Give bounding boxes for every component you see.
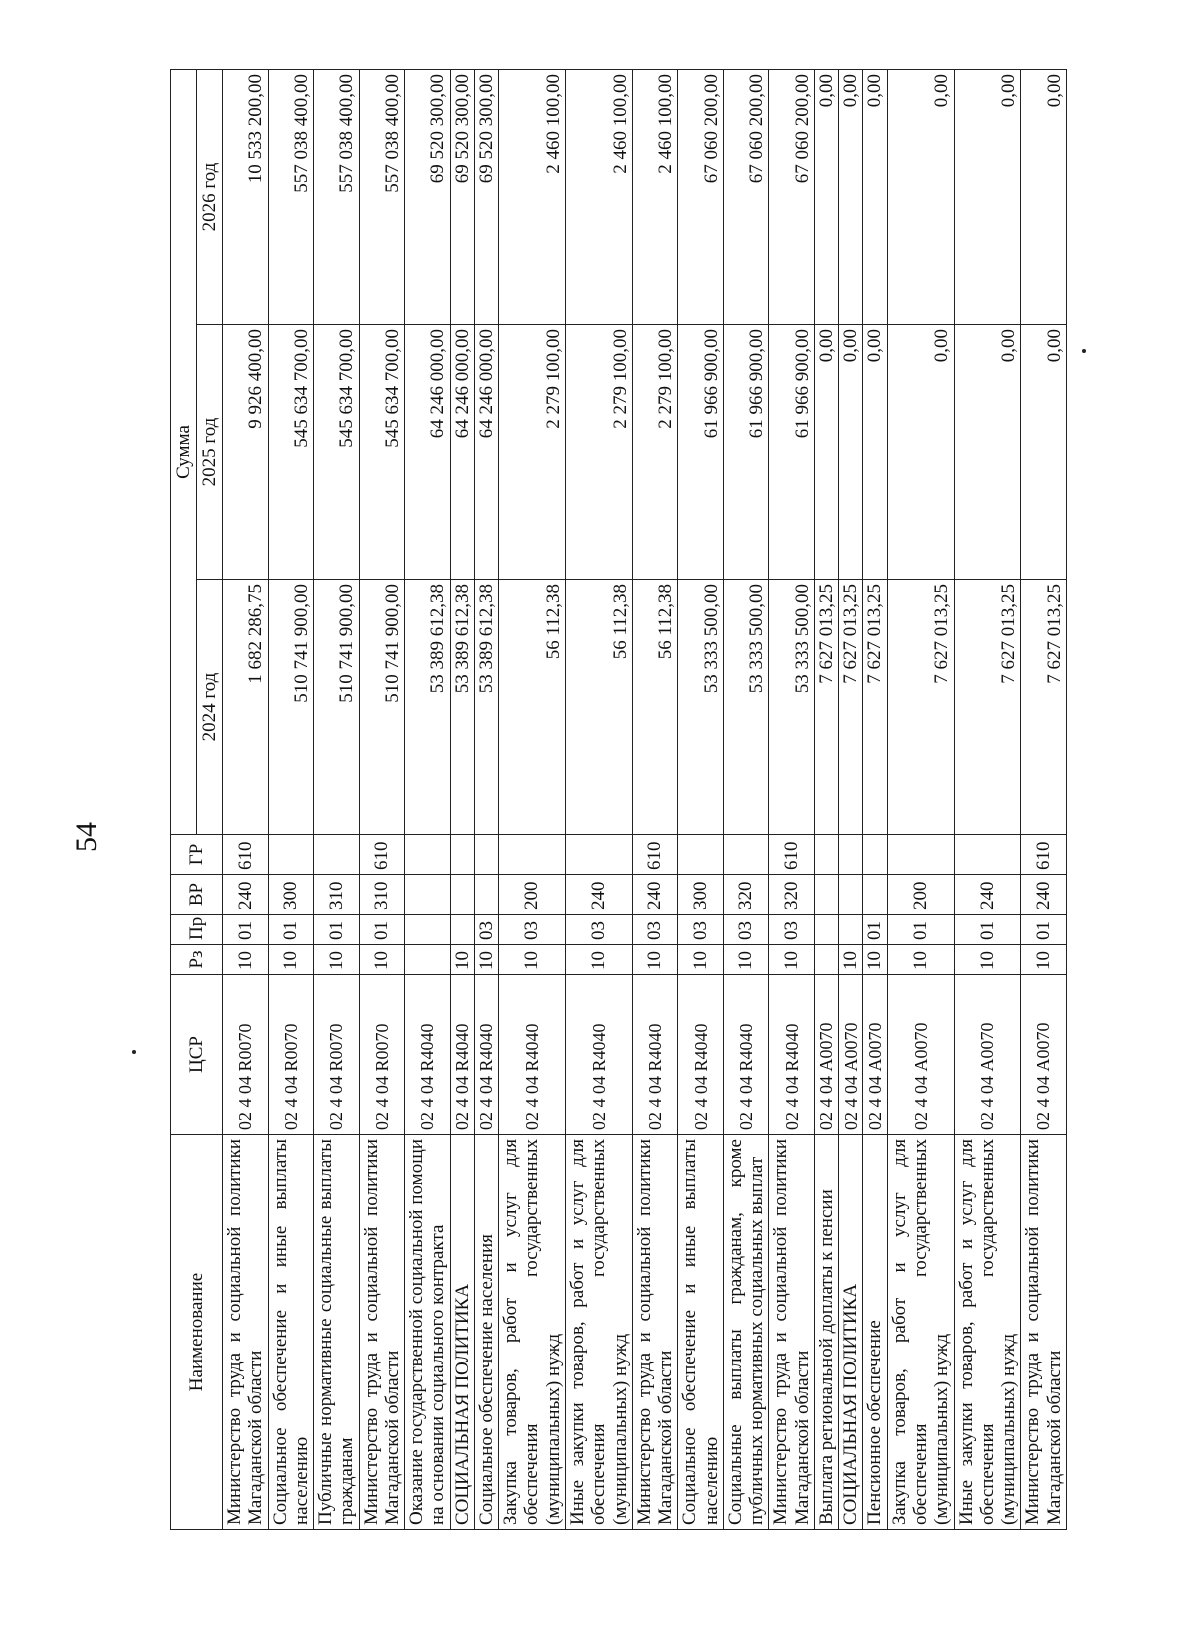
header-csr: ЦСР	[171, 975, 223, 1135]
row-vr: 200	[887, 875, 954, 915]
row-rz: 10	[499, 945, 566, 975]
scan-speck	[1082, 349, 1086, 353]
table-row	[769, 70, 815, 1530]
row-vr	[474, 875, 498, 915]
row-amount-2026: 0,00	[863, 70, 887, 325]
rotated-table-sheet	[170, 70, 1065, 1530]
row-gr	[954, 835, 1021, 875]
row-name: Иные закупки товаров, работ и услуг для обеспечения государственных (муниципальных) нужд	[954, 1135, 1021, 1530]
table-row	[314, 70, 360, 1530]
row-amount-2026: 67 060 200,00	[723, 70, 769, 325]
row-vr: 240	[632, 875, 678, 915]
row-amount-2024: 510 741 900,00	[359, 580, 405, 835]
row-csr: 02 4 04 А0070	[887, 975, 954, 1135]
row-name: Иные закупки товаров, работ и услуг для обеспечения государственных (муниципальных) нужд	[565, 1135, 632, 1530]
row-vr: 320	[769, 875, 815, 915]
row-amount-2026: 0,00	[887, 70, 954, 325]
row-amount-2026: 69 520 300,00	[474, 70, 498, 325]
row-pr: 01	[223, 915, 269, 945]
row-csr: 02 4 04 R4040	[723, 975, 769, 1135]
row-amount-2024: 53 389 612,38	[474, 580, 498, 835]
row-csr: 02 4 04 R0070	[359, 975, 405, 1135]
row-pr: 01	[359, 915, 405, 945]
row-amount-2024: 53 389 612,38	[405, 580, 451, 835]
row-pr: 03	[723, 915, 769, 945]
row-rz	[814, 945, 838, 975]
row-amount-2025: 0,00	[887, 325, 954, 580]
table-row	[359, 70, 405, 1530]
table-row	[268, 70, 314, 1530]
table-row	[474, 70, 498, 1530]
row-name: Министерство труда и социальной политики Магаданской области	[1021, 1135, 1067, 1530]
row-amount-2024: 56 112,38	[565, 580, 632, 835]
row-csr: 02 4 04 А0070	[814, 975, 838, 1135]
row-amount-2024: 7 627 013,25	[1021, 580, 1067, 835]
row-amount-2025: 61 966 900,00	[769, 325, 815, 580]
header-summa: Сумма	[171, 70, 197, 835]
row-amount-2024: 510 741 900,00	[268, 580, 314, 835]
row-pr: 01	[863, 915, 887, 945]
row-vr: 300	[268, 875, 314, 915]
row-csr: 02 4 04 R0070	[268, 975, 314, 1135]
row-gr	[474, 835, 498, 875]
table-header	[171, 70, 223, 1530]
row-amount-2026: 2 460 100,00	[499, 70, 566, 325]
scan-speck	[132, 1050, 136, 1054]
table-row	[678, 70, 724, 1530]
row-name: Пенсионное обеспечение	[863, 1135, 887, 1530]
row-gr	[405, 835, 451, 875]
row-rz: 10	[954, 945, 1021, 975]
row-rz: 10	[863, 945, 887, 975]
table-row	[814, 70, 838, 1530]
row-gr	[887, 835, 954, 875]
row-rz	[405, 945, 451, 975]
row-amount-2025: 61 966 900,00	[678, 325, 724, 580]
row-rz: 10	[723, 945, 769, 975]
row-amount-2024: 56 112,38	[499, 580, 566, 835]
row-rz: 10	[314, 945, 360, 975]
row-csr: 02 4 04 R4040	[565, 975, 632, 1135]
row-gr	[814, 835, 838, 875]
row-amount-2025: 545 634 700,00	[314, 325, 360, 580]
row-amount-2025: 2 279 100,00	[632, 325, 678, 580]
row-gr	[678, 835, 724, 875]
row-rz: 10	[632, 945, 678, 975]
row-vr	[814, 875, 838, 915]
row-amount-2024: 7 627 013,25	[863, 580, 887, 835]
row-amount-2024: 1 682 286,75	[223, 580, 269, 835]
row-pr: 01	[1021, 915, 1067, 945]
row-gr	[450, 835, 474, 875]
row-name: Выплата региональной доплаты к пенсии	[814, 1135, 838, 1530]
row-name: Министерство труда и социальной политики Магаданской области	[632, 1135, 678, 1530]
row-csr: 02 4 04 А0070	[1021, 975, 1067, 1135]
header-2026: 2026 год	[197, 70, 223, 325]
row-name: СОЦИАЛЬНАЯ ПОЛИТИКА	[839, 1135, 863, 1530]
header-vr: ВР	[171, 875, 223, 915]
row-vr	[863, 875, 887, 915]
row-gr: 610	[359, 835, 405, 875]
row-name: Министерство труда и социальной политики Магаданской области	[359, 1135, 405, 1530]
row-pr: 03	[499, 915, 566, 945]
row-gr	[863, 835, 887, 875]
row-vr: 240	[954, 875, 1021, 915]
row-vr	[839, 875, 863, 915]
table-row	[223, 70, 269, 1530]
row-vr: 200	[499, 875, 566, 915]
row-gr	[839, 835, 863, 875]
row-pr	[814, 915, 838, 945]
row-vr	[405, 875, 451, 915]
row-pr	[839, 915, 863, 945]
row-name: Социальное обеспечение и иные выплаты населению	[678, 1135, 724, 1530]
table-row	[450, 70, 474, 1530]
row-csr: 02 4 04 А0070	[954, 975, 1021, 1135]
row-csr: 02 4 04 R4040	[474, 975, 498, 1135]
row-amount-2025: 9 926 400,00	[223, 325, 269, 580]
row-vr: 240	[223, 875, 269, 915]
row-amount-2025: 64 246 000,00	[405, 325, 451, 580]
row-amount-2025: 61 966 900,00	[723, 325, 769, 580]
table-row	[1021, 70, 1067, 1530]
row-csr: 02 4 04 R4040	[678, 975, 724, 1135]
row-csr: 02 4 04 R4040	[405, 975, 451, 1135]
table-row	[405, 70, 451, 1530]
row-gr: 610	[1021, 835, 1067, 875]
row-amount-2026: 67 060 200,00	[678, 70, 724, 325]
row-pr: 03	[565, 915, 632, 945]
row-amount-2024: 7 627 013,25	[839, 580, 863, 835]
row-vr: 310	[359, 875, 405, 915]
row-name: Социальное обеспечение и иные выплаты населению	[268, 1135, 314, 1530]
row-amount-2026: 69 520 300,00	[450, 70, 474, 325]
row-pr	[405, 915, 451, 945]
row-pr: 03	[632, 915, 678, 945]
row-pr: 01	[268, 915, 314, 945]
row-amount-2025: 0,00	[839, 325, 863, 580]
row-gr: 610	[632, 835, 678, 875]
row-vr: 300	[678, 875, 724, 915]
row-amount-2024: 7 627 013,25	[814, 580, 838, 835]
row-pr: 03	[769, 915, 815, 945]
row-pr: 03	[474, 915, 498, 945]
row-csr: 02 4 04 R4040	[450, 975, 474, 1135]
row-name: Закупка товаров, работ и услуг для обеспечения государственных (муниципальных) нужд	[887, 1135, 954, 1530]
header-rz: Рз	[171, 945, 223, 975]
row-name: Социальные выплаты гражданам, кроме публичных нормативных социальных выплат	[723, 1135, 769, 1530]
row-gr	[565, 835, 632, 875]
row-amount-2025: 2 279 100,00	[565, 325, 632, 580]
row-vr: 240	[1021, 875, 1067, 915]
page-number: 54	[70, 822, 103, 852]
row-amount-2025: 545 634 700,00	[268, 325, 314, 580]
row-csr: 02 4 04 А0070	[863, 975, 887, 1135]
row-amount-2025: 64 246 000,00	[474, 325, 498, 580]
row-amount-2025: 0,00	[863, 325, 887, 580]
table-row	[565, 70, 632, 1530]
header-2024: 2024 год	[197, 580, 223, 835]
row-gr	[499, 835, 566, 875]
row-gr	[268, 835, 314, 875]
row-amount-2025: 0,00	[954, 325, 1021, 580]
row-amount-2026: 0,00	[1021, 70, 1067, 325]
row-rz: 10	[223, 945, 269, 975]
row-amount-2026: 0,00	[839, 70, 863, 325]
row-csr: 02 4 04 R0070	[314, 975, 360, 1135]
table-body	[223, 70, 1067, 1530]
row-gr	[314, 835, 360, 875]
row-amount-2026: 557 038 400,00	[359, 70, 405, 325]
row-name: Социальное обеспечение населения	[474, 1135, 498, 1530]
row-csr: 02 4 04 R4040	[769, 975, 815, 1135]
row-csr: 02 4 04 R0070	[223, 975, 269, 1135]
row-vr: 320	[723, 875, 769, 915]
row-vr: 310	[314, 875, 360, 915]
row-rz: 10	[359, 945, 405, 975]
row-name: Закупка товаров, работ и услуг для обеспечения государственных (муниципальных) нужд	[499, 1135, 566, 1530]
row-rz: 10	[268, 945, 314, 975]
table-row	[887, 70, 954, 1530]
row-rz: 10	[565, 945, 632, 975]
row-pr: 03	[678, 915, 724, 945]
row-amount-2026: 0,00	[814, 70, 838, 325]
budget-table	[170, 69, 1067, 1530]
row-amount-2025: 545 634 700,00	[359, 325, 405, 580]
row-amount-2026: 557 038 400,00	[268, 70, 314, 325]
row-amount-2026: 2 460 100,00	[632, 70, 678, 325]
row-rz: 10	[678, 945, 724, 975]
row-gr	[723, 835, 769, 875]
table-row	[632, 70, 678, 1530]
table-row	[863, 70, 887, 1530]
row-amount-2024: 56 112,38	[632, 580, 678, 835]
table-row	[499, 70, 566, 1530]
row-gr: 610	[769, 835, 815, 875]
row-amount-2026: 2 460 100,00	[565, 70, 632, 325]
row-name: Министерство труда и социальной политики Магаданской области	[223, 1135, 269, 1530]
row-pr	[450, 915, 474, 945]
header-2025: 2025 год	[197, 325, 223, 580]
row-amount-2025: 0,00	[1021, 325, 1067, 580]
row-amount-2026: 0,00	[954, 70, 1021, 325]
row-amount-2026: 10 533 200,00	[223, 70, 269, 325]
header-gr: ГР	[171, 835, 223, 875]
row-amount-2024: 53 333 500,00	[678, 580, 724, 835]
row-amount-2026: 69 520 300,00	[405, 70, 451, 325]
header-name: Наименование	[171, 1135, 223, 1530]
row-vr	[450, 875, 474, 915]
row-name: Публичные нормативные социальные выплаты гражданам	[314, 1135, 360, 1530]
row-rz: 10	[474, 945, 498, 975]
table-row	[723, 70, 769, 1530]
row-amount-2024: 53 333 500,00	[769, 580, 815, 835]
row-csr: 02 4 04 R4040	[632, 975, 678, 1135]
row-amount-2024: 510 741 900,00	[314, 580, 360, 835]
row-pr: 01	[887, 915, 954, 945]
row-gr: 610	[223, 835, 269, 875]
header-pr: Пр	[171, 915, 223, 945]
row-csr: 02 4 04 А0070	[839, 975, 863, 1135]
row-amount-2025: 64 246 000,00	[450, 325, 474, 580]
row-rz: 10	[887, 945, 954, 975]
row-name: Оказание государственной социальной помощи на основании социального контракта	[405, 1135, 451, 1530]
row-name: СОЦИАЛЬНАЯ ПОЛИТИКА	[450, 1135, 474, 1530]
row-amount-2024: 7 627 013,25	[954, 580, 1021, 835]
row-pr: 01	[954, 915, 1021, 945]
table-row	[839, 70, 863, 1530]
row-rz: 10	[769, 945, 815, 975]
row-amount-2024: 53 333 500,00	[723, 580, 769, 835]
row-amount-2025: 2 279 100,00	[499, 325, 566, 580]
row-rz: 10	[1021, 945, 1067, 975]
row-name: Министерство труда и социальной политики Магаданской области	[769, 1135, 815, 1530]
row-amount-2026: 557 038 400,00	[314, 70, 360, 325]
row-amount-2024: 7 627 013,25	[887, 580, 954, 835]
row-rz: 10	[450, 945, 474, 975]
table-row	[954, 70, 1021, 1530]
row-amount-2026: 67 060 200,00	[769, 70, 815, 325]
row-pr: 01	[314, 915, 360, 945]
row-rz: 10	[839, 945, 863, 975]
row-csr: 02 4 04 R4040	[499, 975, 566, 1135]
row-amount-2025: 0,00	[814, 325, 838, 580]
row-amount-2024: 53 389 612,38	[450, 580, 474, 835]
row-vr: 240	[565, 875, 632, 915]
